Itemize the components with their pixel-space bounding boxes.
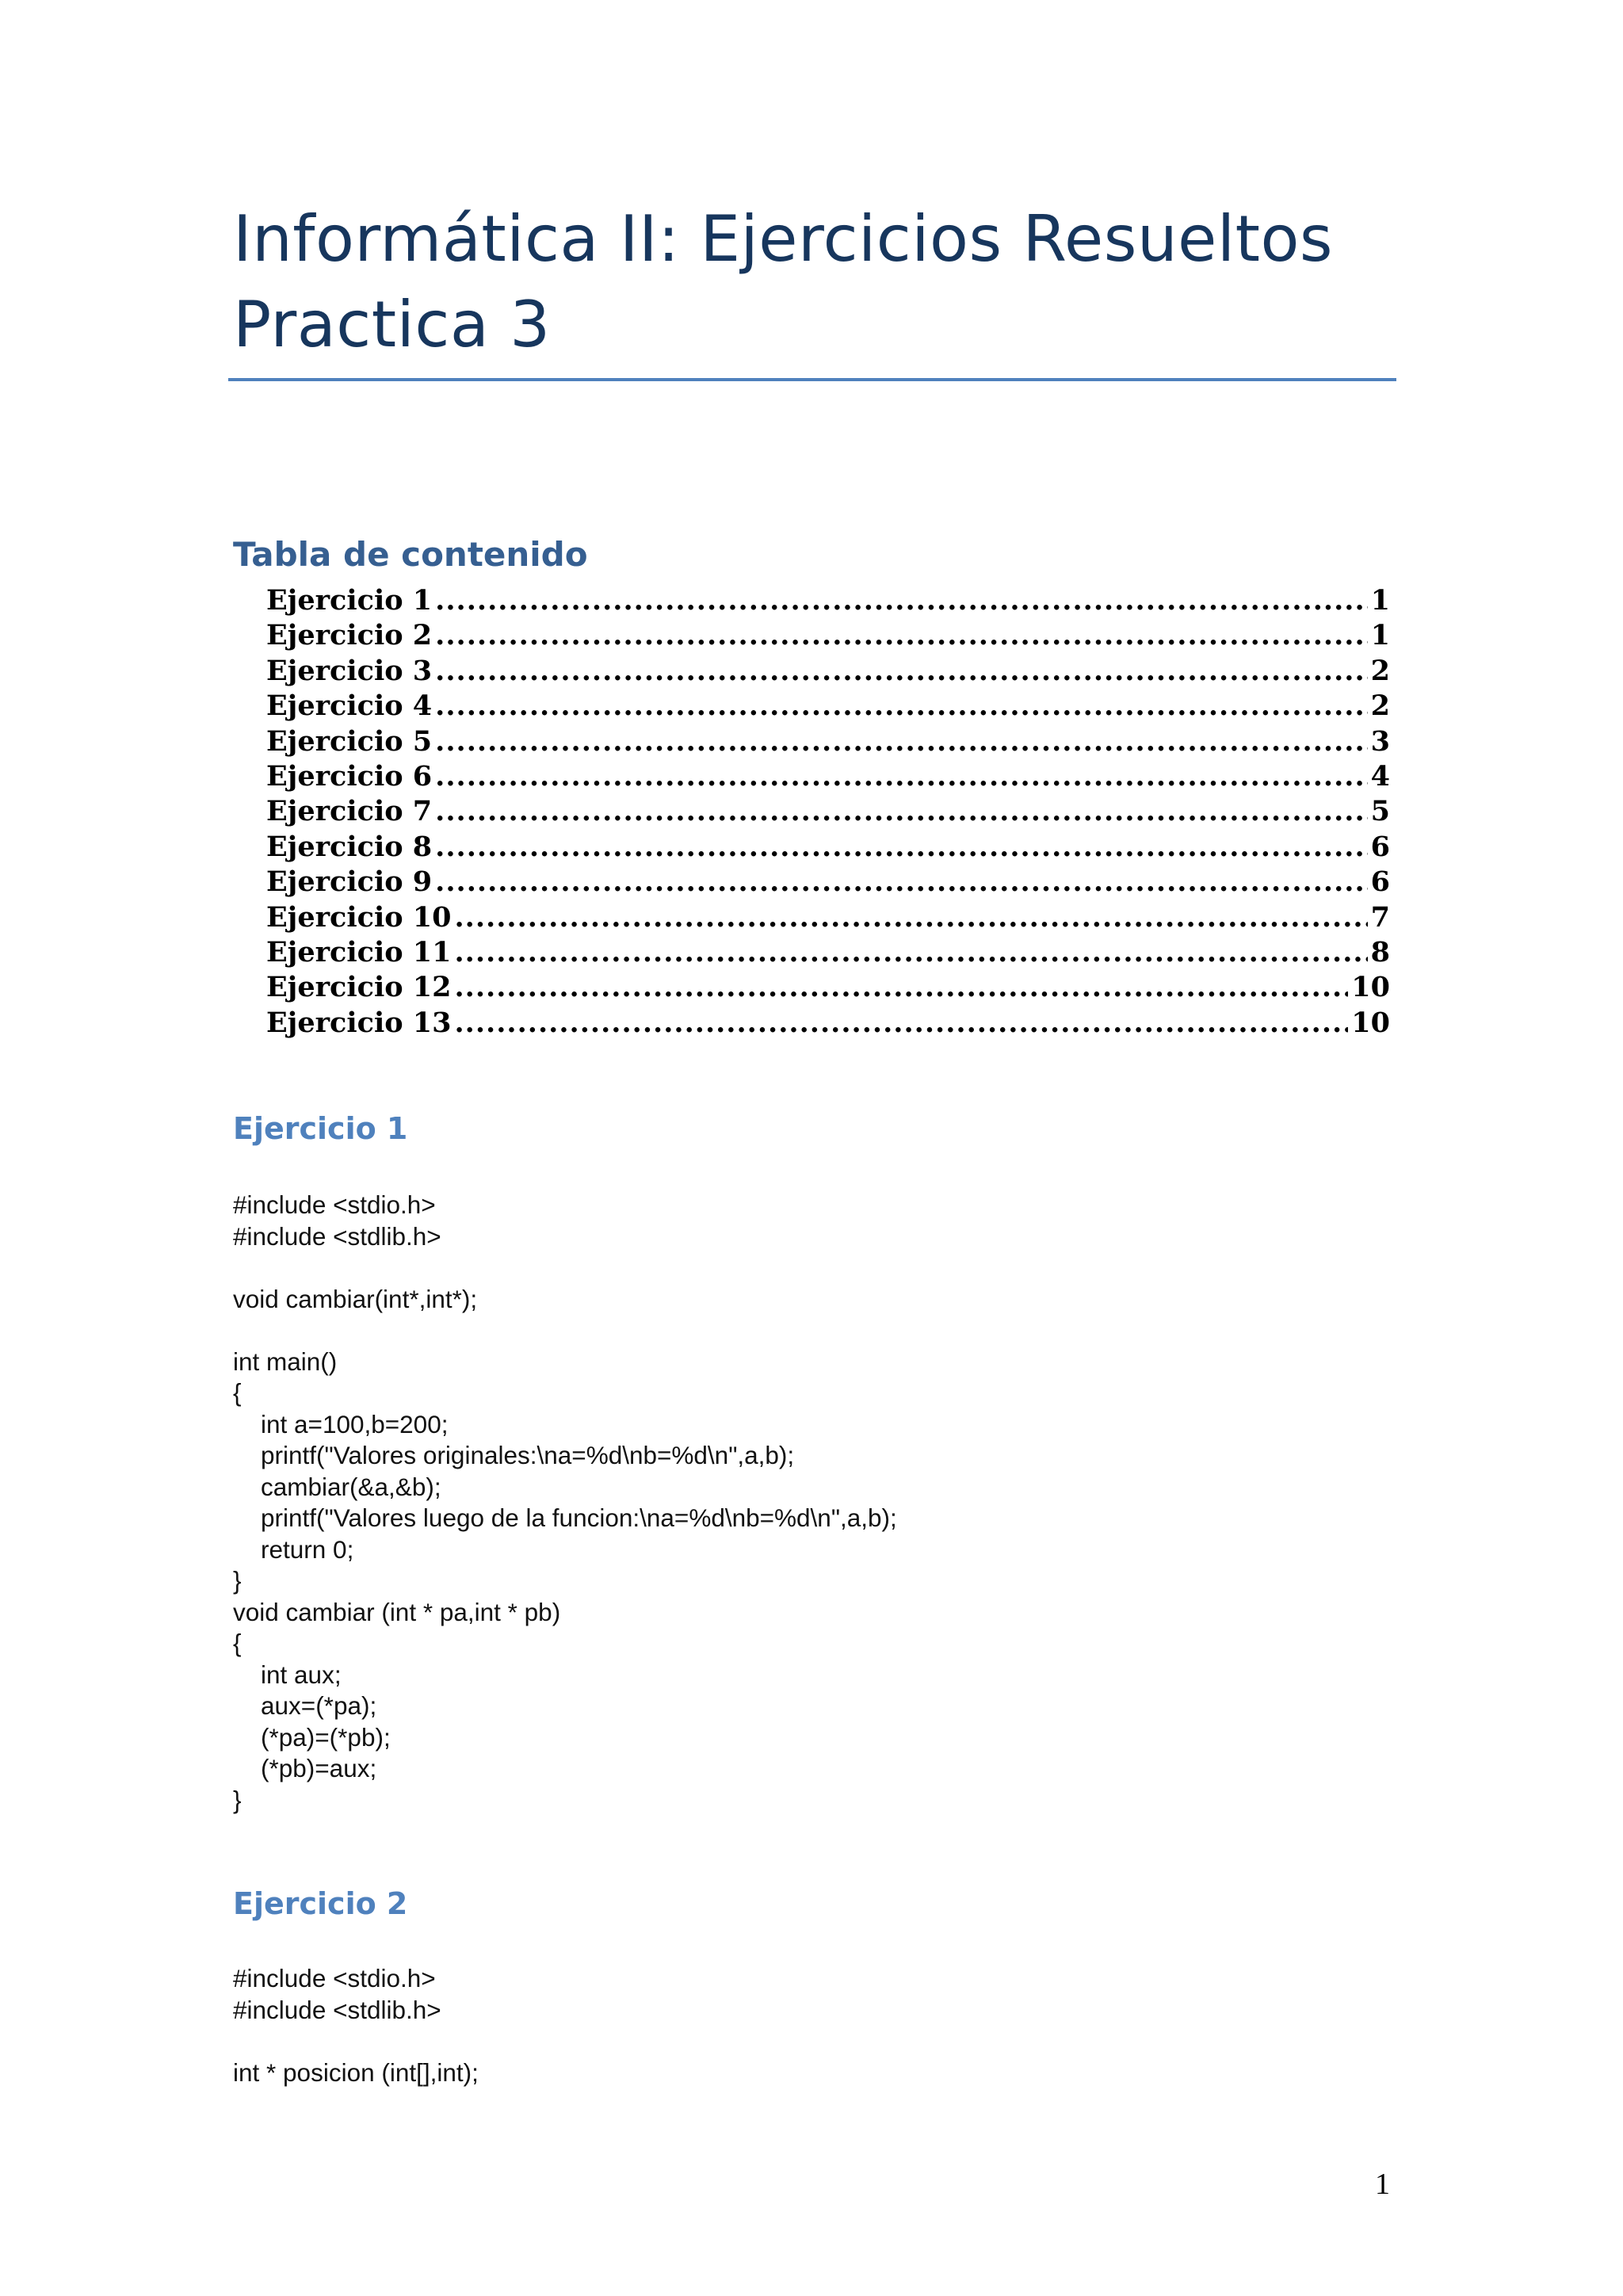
toc-leader-dots xyxy=(435,583,1367,618)
toc-entry[interactable] xyxy=(266,935,1390,970)
toc-entry-label: Ejercicio 3 xyxy=(266,654,433,687)
toc-entry-label: Ejercicio 11 xyxy=(266,935,452,968)
toc-leader-dots xyxy=(455,1006,1349,1041)
toc-entry[interactable] xyxy=(266,654,1390,689)
toc-leader-dots xyxy=(435,759,1367,794)
toc-entry[interactable] xyxy=(266,794,1390,829)
section-heading-ejercicio-2: Ejercicio 2 xyxy=(233,1886,408,1921)
toc-entry[interactable] xyxy=(266,724,1390,759)
toc-entry-label: Ejercicio 7 xyxy=(266,795,433,828)
toc-entry-page: 1 xyxy=(1370,584,1390,617)
title-line-2: Practica 3 xyxy=(233,288,551,361)
toc-entry[interactable] xyxy=(266,830,1390,865)
toc-entry-page: 2 xyxy=(1370,654,1390,687)
toc-entry-label: Ejercicio 10 xyxy=(266,900,452,934)
toc-entry-page: 4 xyxy=(1370,759,1390,793)
document-title xyxy=(233,197,1398,368)
toc-leader-dots xyxy=(435,830,1367,865)
toc-leader-dots xyxy=(435,724,1367,759)
toc-entry-label: Ejercicio 5 xyxy=(266,724,433,758)
toc-entry[interactable] xyxy=(266,1006,1390,1041)
toc-entry-label: Ejercicio 13 xyxy=(266,1006,452,1039)
toc-entry-page: 6 xyxy=(1370,830,1390,863)
toc-entry[interactable] xyxy=(266,865,1390,900)
toc-entry-page: 10 xyxy=(1351,1006,1390,1039)
toc-entry[interactable] xyxy=(266,900,1390,935)
code-block-ejercicio-1: #include <stdio.h> #include <stdlib.h> void cambiar(int*,int*); int main() { int a=100,b=200; printf("Valores originales:\na=%d\nb=%d\n",a,b); cambiar(&a,&b); printf("Valores luego de la funcion:\na=%d\nb=%d\n",a,b); return 0; } void cambiar (int * pa,int * pb) { int aux; aux=(*pa); (*pa)=(*pb); (*pb)=aux; } xyxy=(233,1190,897,1814)
toc-entry-label: Ejercicio 6 xyxy=(266,759,433,793)
toc-entry[interactable] xyxy=(266,970,1390,1005)
toc-entry[interactable] xyxy=(266,689,1390,724)
toc-heading: Tabla de contenido xyxy=(233,535,588,574)
toc-leader-dots xyxy=(455,900,1368,935)
title-line-1: Informática II: Ejercicios Resueltos xyxy=(233,202,1334,276)
code-block-ejercicio-2: #include <stdio.h> #include <stdlib.h> int * posicion (int[],int); xyxy=(233,1964,479,2087)
toc-entry-page: 8 xyxy=(1370,935,1390,968)
toc-leader-dots xyxy=(435,618,1367,653)
toc-entry[interactable] xyxy=(266,583,1390,618)
toc-entry-page: 3 xyxy=(1370,724,1390,758)
toc-entry-label: Ejercicio 12 xyxy=(266,971,452,1004)
toc-entry-page: 10 xyxy=(1351,971,1390,1004)
toc-leader-dots xyxy=(455,970,1349,1005)
toc-entry-page: 2 xyxy=(1370,690,1390,723)
toc-entry-label: Ejercicio 8 xyxy=(266,830,433,863)
toc-entry-label: Ejercicio 4 xyxy=(266,690,433,723)
toc-entry-page: 6 xyxy=(1370,865,1390,899)
toc-leader-dots xyxy=(435,654,1367,689)
toc-entry-label: Ejercicio 1 xyxy=(266,584,433,617)
title-divider xyxy=(228,378,1396,381)
toc-entry-page: 1 xyxy=(1370,619,1390,652)
toc-entry-page: 5 xyxy=(1370,795,1390,828)
toc-entry-label: Ejercicio 9 xyxy=(266,865,433,899)
toc-entry[interactable] xyxy=(266,618,1390,653)
toc-entry[interactable] xyxy=(266,759,1390,794)
section-heading-ejercicio-1: Ejercicio 1 xyxy=(233,1111,408,1146)
table-of-contents xyxy=(266,583,1390,1041)
toc-leader-dots xyxy=(435,689,1367,724)
page-number: 1 xyxy=(1375,2168,1390,2201)
toc-leader-dots xyxy=(435,865,1367,900)
toc-leader-dots xyxy=(455,935,1368,970)
toc-entry-label: Ejercicio 2 xyxy=(266,619,433,652)
toc-entry-page: 7 xyxy=(1370,900,1390,934)
toc-leader-dots xyxy=(435,794,1367,829)
